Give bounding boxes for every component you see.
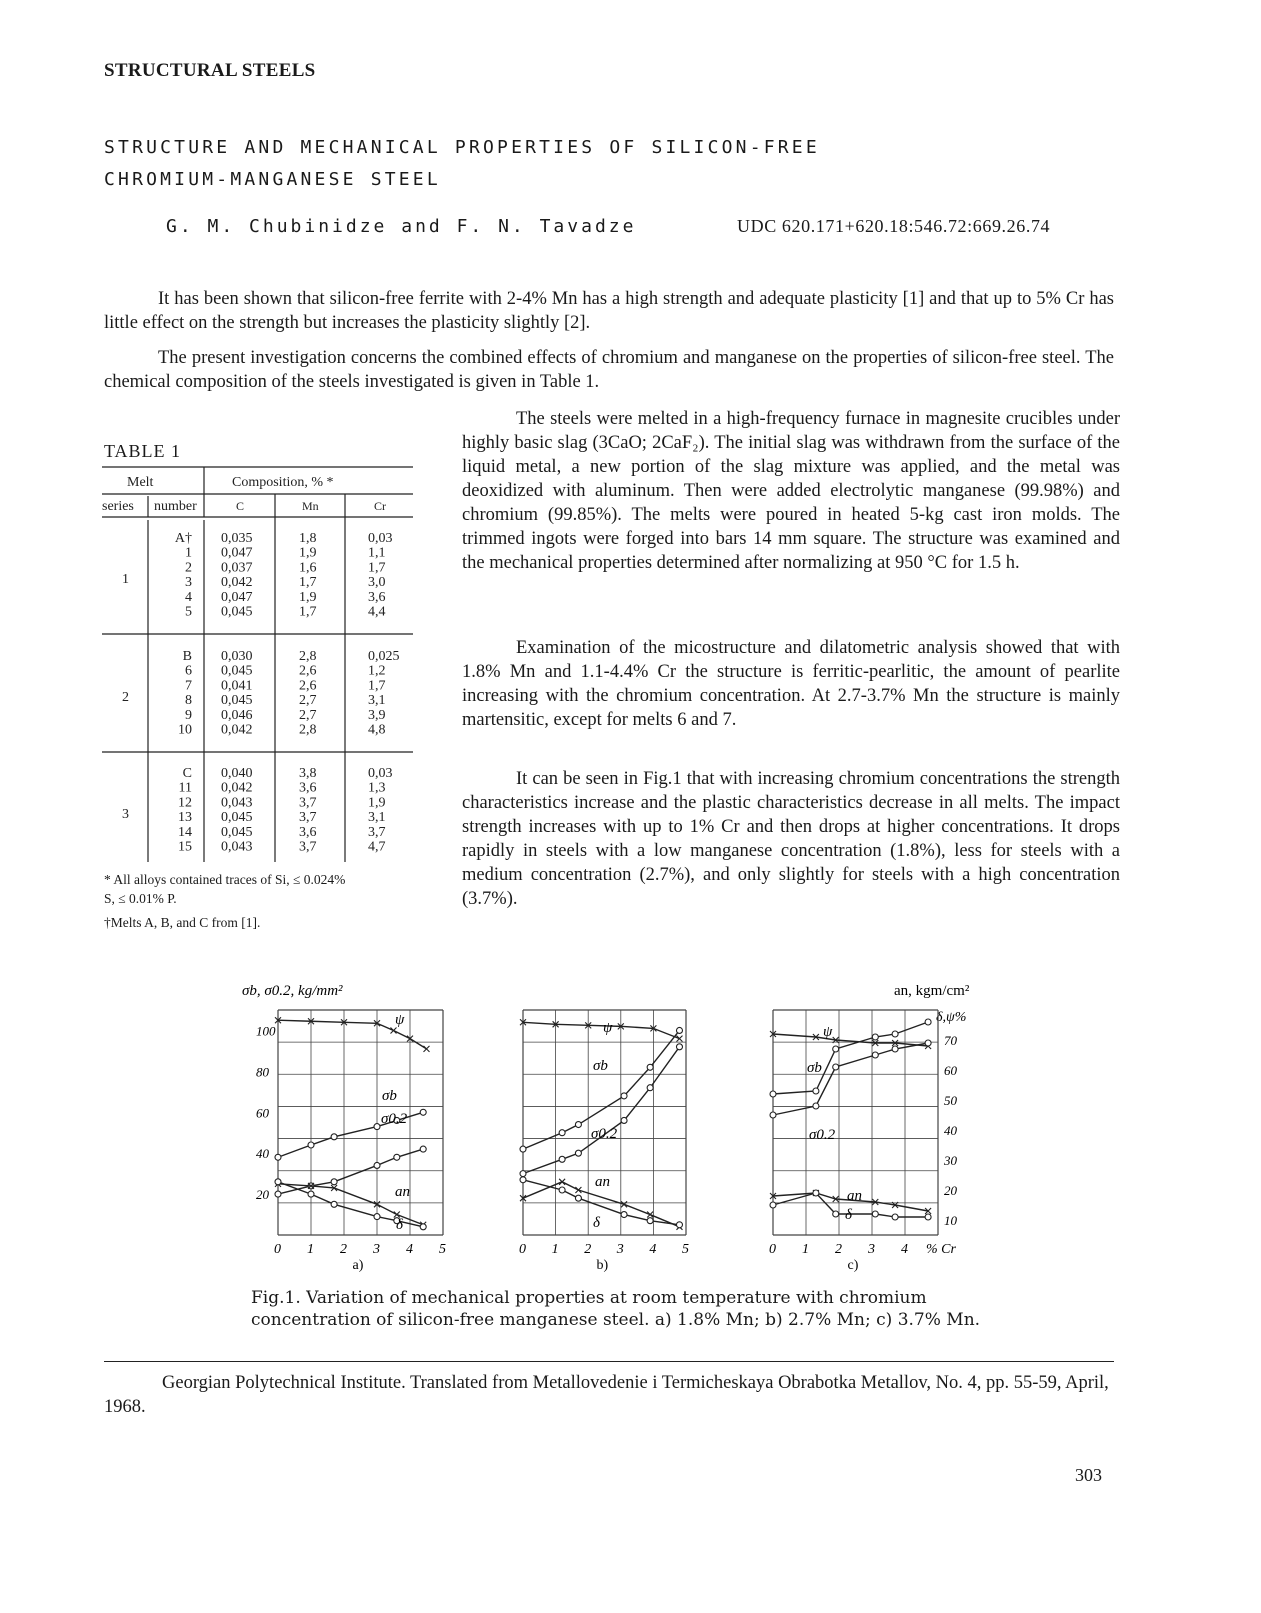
series-label: ψ: [603, 1020, 613, 1036]
table-cell-c: 0,046: [221, 707, 253, 723]
article-title: [104, 132, 820, 196]
x-unit-label: % Cr: [926, 1242, 956, 1257]
table-cell-mn: 1,9: [299, 589, 317, 605]
table-cell-mn: 3,8: [299, 766, 317, 781]
table-melt-number: 4: [185, 589, 192, 605]
table-melt-number: 14: [178, 824, 192, 840]
x-tick-label: 2: [835, 1242, 842, 1257]
body-paragraph-1: The steels were melted in a high-frequency furnace in magnesite crucibles under highly basic slag (3CaO; 2CaF₂). The initial slag was withdrawn from the surface of the liquid metal, a new portion of the slag mixture was applied, and the metal was deoxidized with aluminum. Then were added electrolytic manganese (99.98%) and chromium (99.85%). The melts were poured in heated 5-kg cast iron molds. The trimmed ingots were forged into bars 14 mm square. The structure was examined and the mechanical properties determined after normalizing at 950 °C for 1.5 h.: [462, 409, 1120, 573]
table-cell-c: 0,043: [221, 795, 253, 811]
data-point: [676, 1027, 682, 1033]
table-melt-number: 3: [185, 575, 192, 591]
y-tick-label: 40: [256, 1146, 269, 1162]
table-cell-c: 0,042: [221, 780, 253, 796]
chart-panel-1: [256, 1010, 446, 1273]
series-label: σ0.2: [591, 1126, 618, 1142]
data-point: [575, 1122, 581, 1128]
data-point: [559, 1179, 565, 1185]
table-cell-c: 0,042: [221, 722, 253, 738]
data-point: [833, 1211, 839, 1217]
data-point: [647, 1218, 653, 1224]
data-point: [420, 1109, 426, 1115]
table-cell-cr: 0,025: [368, 649, 400, 664]
y-tick-label: 100: [256, 1023, 276, 1039]
x-tick-label: 5: [682, 1242, 689, 1257]
figure-1: [230, 975, 1010, 1285]
table-melt-number: C: [182, 766, 192, 781]
chart-panel-3: [769, 1010, 958, 1273]
panel-label: c): [847, 1258, 859, 1273]
data-point: [621, 1093, 627, 1099]
data-point: [621, 1212, 627, 1218]
x-tick-label: 4: [406, 1242, 413, 1257]
mn-header: Mn: [302, 499, 319, 513]
y-tick-label-right: 70: [944, 1033, 957, 1048]
table-melt-number: A†: [174, 531, 192, 546]
table-cell-mn: 1,7: [299, 604, 317, 620]
data-point: [394, 1154, 400, 1160]
series-label: σb: [382, 1088, 397, 1104]
c-header: C: [236, 499, 245, 513]
data-point: [647, 1064, 653, 1070]
table-footnote-1: * All alloys contained traces of Si, ≤ 0.024%: [104, 872, 346, 887]
series-label: σb: [807, 1060, 822, 1076]
x-tick-label: 4: [649, 1242, 657, 1257]
table-cell-mn: 3,7: [299, 810, 317, 826]
table-cell-cr: 1,2: [368, 663, 386, 679]
chart-panel-2: [519, 1010, 689, 1273]
data-point: [374, 1162, 380, 1168]
series-label: an: [595, 1174, 610, 1190]
table-cell-cr: 3,1: [368, 693, 386, 709]
data-point: [676, 1222, 682, 1228]
x-tick-label: 3: [868, 1242, 875, 1257]
table-melt-number: 15: [178, 839, 192, 855]
data-point: [575, 1150, 581, 1156]
table-cell-cr: 3,7: [368, 824, 386, 840]
table-cell-mn: 3,7: [299, 839, 317, 855]
data-point: [331, 1201, 337, 1207]
left-axis-label: σb, σ0.2, kg/mm²: [242, 983, 343, 999]
cr-header: Cr: [374, 499, 386, 513]
x-tick-label: 1: [551, 1242, 559, 1257]
table-cell-c: 0,045: [221, 663, 253, 679]
data-point: [770, 1091, 776, 1097]
x-tick-label: 2: [340, 1242, 347, 1257]
y-tick-label-right: 50: [944, 1093, 957, 1108]
title-line-1: STRUCTURE AND MECHANICAL PROPERTIES OF SILICON-FREE: [104, 137, 820, 158]
data-point: [374, 1124, 380, 1130]
y-tick-label-right: 30: [944, 1153, 957, 1168]
data-point: [520, 1146, 526, 1152]
table-melt-number: 8: [185, 693, 192, 709]
table-cell-mn: 1,8: [299, 531, 317, 546]
table-melt-number: 12: [178, 795, 192, 811]
table-cell-cr: 1,3: [368, 780, 386, 796]
data-point: [424, 1046, 430, 1052]
data-point: [813, 1088, 819, 1094]
right-axis-label: an, kgm/cm²: [894, 983, 970, 999]
body-paragraph-3: It can be seen in Fig.1 that with increasing chromium concentrations the strength characteristics increase and the plastic characteristics decrease in all melts. The impact strength increases with up to 1% Cr and then drops at higher concentrations. It drops rapidly in steels with a low manganese concentration (1.8%), less for steels with a medium concentration (2.7%), and only slightly for steels with a high concentration (3.7%).: [462, 769, 1120, 909]
table-cell-c: 0,045: [221, 810, 253, 826]
table-cell-mn: 3,6: [299, 780, 317, 796]
table-cell-c: 0,040: [221, 766, 253, 781]
title-line-2: CHROMIUM-MANGANESE STEEL: [104, 169, 441, 190]
table-cell-c: 0,047: [221, 589, 253, 605]
intro-paragraph-2: The present investigation concerns the combined effects of chromium and manganese on the properties of silicon-free steel. The chemical composition of the steels investigated is given in Table 1.: [104, 348, 1114, 392]
x-tick-label: 5: [439, 1242, 446, 1257]
table-footnote-1b: S, ≤ 0.01% P.: [104, 891, 177, 906]
table-1: [100, 462, 420, 872]
table-cell-cr: 3,1: [368, 810, 386, 826]
table-cell-c: 0,043: [221, 839, 253, 855]
table-cell-mn: 2,8: [299, 722, 317, 738]
table-cell-c: 0,045: [221, 824, 253, 840]
data-point: [833, 1064, 839, 1070]
data-point: [275, 1154, 281, 1160]
data-point: [331, 1179, 337, 1185]
table-cell-c: 0,035: [221, 531, 253, 546]
table-melt-number: B: [182, 649, 192, 664]
y-tick-label-right: 20: [944, 1183, 957, 1198]
table-cell-c: 0,041: [221, 678, 253, 694]
table-cell-c: 0,042: [221, 575, 253, 591]
x-tick-label: 3: [373, 1242, 380, 1257]
data-point: [575, 1195, 581, 1201]
data-point: [520, 1177, 526, 1183]
intro-paragraph-1: It has been shown that silicon-free ferrite with 2-4% Mn has a high strength and adequate plasticity [1] and that up to 5% Cr has little effect on the strength but increases the plasticity slightly [2].: [104, 289, 1114, 333]
y-tick-label: 80: [256, 1064, 269, 1080]
series-label: σ0.2: [381, 1111, 408, 1127]
data-point: [770, 1112, 776, 1118]
data-point: [676, 1044, 682, 1050]
table-series-3: 3: [122, 806, 129, 822]
series-label: δ: [593, 1215, 600, 1231]
x-tick-label: 2: [584, 1242, 592, 1257]
table-cell-c: 0,030: [221, 649, 253, 664]
table-cell-cr: 3,0: [368, 575, 386, 591]
table-melt-number: 9: [185, 707, 192, 723]
figure-caption: Fig.1. Variation of mechanical properties at room temperature with chromium concentration of silicon-free manganese steel. a) 1.8% Mn; b) 2.7% Mn; c) 3.7% Mn.: [251, 1288, 981, 1330]
table-cell-mn: 2,7: [299, 693, 317, 709]
table-cell-cr: 3,9: [368, 707, 386, 723]
series-header: series: [102, 499, 134, 514]
y-tick-label-right: 10: [944, 1213, 957, 1228]
table-cell-cr: 4,4: [368, 604, 386, 620]
data-point: [892, 1214, 898, 1220]
data-point: [559, 1187, 565, 1193]
footer-note: Georgian Polytechnical Institute. Translated from Metallovedenie i Termicheskaya Obrabotka Metallov, No. 4, pp. 55-59, April, 1968.: [104, 1373, 1109, 1417]
data-point: [308, 1191, 314, 1197]
table-melt-number: 10: [178, 722, 192, 738]
x-tick-label: 1: [307, 1242, 314, 1257]
data-point: [872, 1034, 878, 1040]
table-cell-cr: 0,03: [368, 766, 393, 781]
series-label: σb: [593, 1058, 608, 1074]
x-tick-label: 4: [901, 1242, 908, 1257]
table-cell-c: 0,037: [221, 560, 253, 576]
data-point: [559, 1130, 565, 1136]
data-point: [925, 1214, 931, 1220]
x-tick-label: 0: [519, 1242, 526, 1257]
x-tick-label: 1: [802, 1242, 809, 1257]
series-label: an: [847, 1188, 862, 1204]
data-point: [374, 1214, 380, 1220]
data-point: [420, 1224, 426, 1230]
table-cell-c: 0,045: [221, 604, 253, 620]
panel-label: b): [596, 1258, 609, 1273]
table-melt-number: 1: [185, 545, 192, 561]
data-point: [813, 1190, 819, 1196]
y-tick-label: 20: [256, 1187, 269, 1203]
table-cell-mn: 3,7: [299, 795, 317, 811]
series-label: δ: [845, 1207, 852, 1223]
data-point: [892, 1046, 898, 1052]
data-point: [872, 1211, 878, 1217]
table-cell-cr: 4,7: [368, 839, 386, 855]
page-number: 303: [1075, 1465, 1102, 1485]
data-point: [925, 1019, 931, 1025]
data-point: [391, 1027, 397, 1033]
data-point: [770, 1202, 776, 1208]
footer-rule: [104, 1361, 1114, 1362]
data-point: [308, 1142, 314, 1148]
y-tick-label: 60: [256, 1105, 269, 1121]
table-melt-number: 6: [185, 663, 192, 679]
table-cell-mn: 2,8: [299, 649, 317, 664]
table-cell-cr: 4,8: [368, 722, 386, 738]
x-tick-label: 3: [616, 1242, 624, 1257]
table-cell-cr: 3,6: [368, 589, 386, 605]
table-cell-cr: 1,7: [368, 678, 386, 694]
data-point: [872, 1052, 878, 1058]
series-label: ψ: [395, 1012, 405, 1028]
data-point: [892, 1031, 898, 1037]
table-cell-mn: 2,6: [299, 678, 317, 694]
table-cell-c: 0,045: [221, 693, 253, 709]
table-melt-number: 5: [185, 604, 192, 620]
table-cell-mn: 1,7: [299, 575, 317, 591]
series-label: ψ: [823, 1024, 833, 1040]
body-paragraph-2: Examination of the micostructure and dilatometric analysis showed that with 1.8% Mn and 1.1-4.4% Cr the structure is ferritic-pearlitic, the amount of pearlite increasing with the chromium concentration. At 2.7-3.7% Mn the structure is mainly martensitic, except for melts 6 and 7.: [462, 638, 1120, 730]
table-caption: TABLE 1: [104, 441, 182, 461]
x-tick-label: 0: [274, 1242, 281, 1257]
data-point: [647, 1085, 653, 1091]
data-point: [520, 1171, 526, 1177]
table-cell-c: 0,047: [221, 545, 253, 561]
x-tick-label: 0: [769, 1242, 776, 1257]
data-point: [621, 1117, 627, 1123]
y-tick-label-right: 60: [944, 1063, 957, 1078]
udc-code: UDC 620.171+620.18:546.72:669.26.74: [737, 216, 1051, 236]
series-label: δ: [396, 1217, 403, 1233]
section-heading: STRUCTURAL STEELS: [104, 60, 316, 81]
data-point: [275, 1179, 281, 1185]
series-label: an: [395, 1184, 410, 1200]
melt-header: Melt: [127, 475, 154, 490]
table-series-2: 2: [122, 689, 129, 705]
table-cell-mn: 2,6: [299, 663, 317, 679]
table-melt-number: 11: [178, 780, 192, 796]
data-point: [420, 1146, 426, 1152]
number-header: number: [154, 499, 197, 514]
data-point: [676, 1036, 682, 1042]
table-series-1: 1: [122, 571, 129, 587]
table-cell-cr: 1,1: [368, 545, 386, 561]
authors: G. M. Chubinidze and F. N. Tavadze: [166, 216, 637, 237]
table-cell-mn: 3,6: [299, 824, 317, 840]
data-point: [331, 1134, 337, 1140]
table-cell-mn: 2,7: [299, 707, 317, 723]
y-tick-label-right: 40: [944, 1123, 957, 1138]
data-point: [647, 1212, 653, 1218]
table-cell-cr: 0,03: [368, 531, 393, 546]
table-cell-mn: 1,6: [299, 560, 317, 576]
data-point: [925, 1040, 931, 1046]
data-point: [833, 1046, 839, 1052]
table-melt-number: 7: [185, 678, 192, 694]
data-point: [813, 1103, 819, 1109]
table-footnote-2: †Melts A, B, and C from [1].: [104, 915, 261, 930]
right-axis-label-2: δ,ψ%: [936, 1010, 967, 1025]
series-label: σ0.2: [809, 1127, 836, 1143]
data-point: [559, 1156, 565, 1162]
table-cell-mn: 1,9: [299, 545, 317, 561]
composition-header: Composition, % *: [232, 475, 334, 490]
data-point: [275, 1191, 281, 1197]
table-melt-number: 13: [178, 810, 192, 826]
panel-label: a): [352, 1258, 364, 1273]
table-cell-cr: 1,7: [368, 560, 386, 576]
table-cell-cr: 1,9: [368, 795, 386, 811]
table-melt-number: 2: [185, 560, 192, 576]
